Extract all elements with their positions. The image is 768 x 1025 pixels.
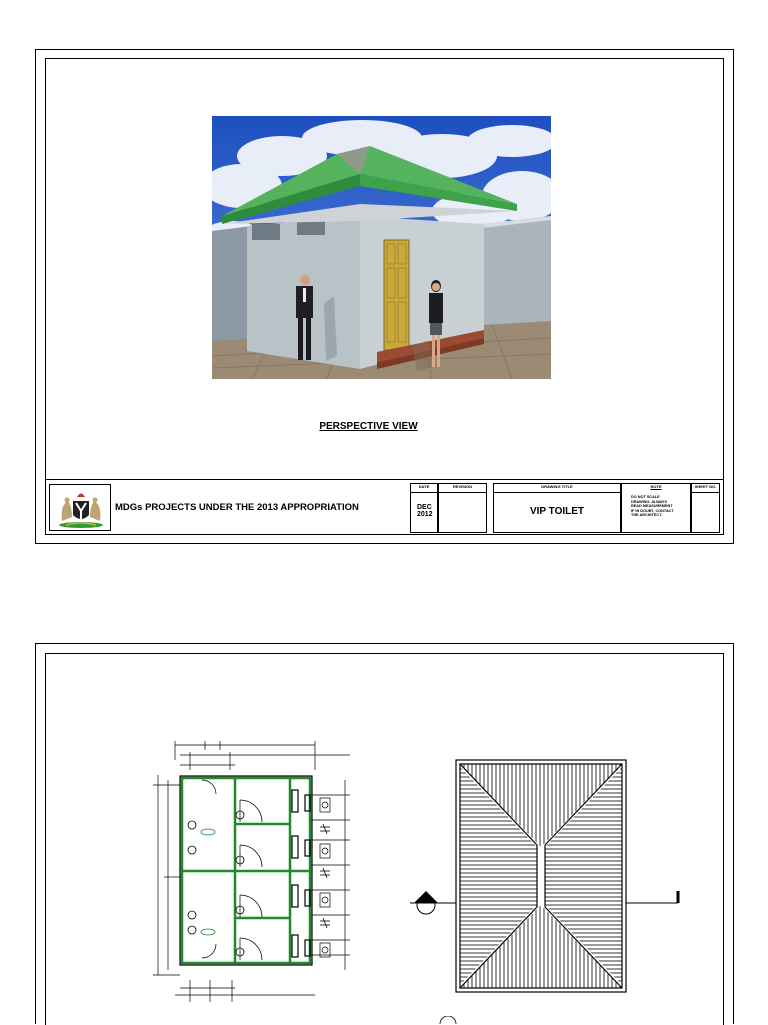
coat-of-arms-cell: [49, 484, 111, 531]
perspective-rendering: [212, 116, 551, 379]
date-value-line2: 2012: [417, 511, 433, 518]
date-cell: [410, 483, 438, 533]
drawing-title-cell: [493, 483, 621, 533]
note-line: DO NOT SCALE: [631, 495, 660, 499]
perspective-view-caption: PERSPECTIVE VIEW: [319, 421, 418, 432]
note-line: DRAWING. ALWAYS: [631, 499, 668, 504]
note-line: READ MEASUREMENT: [631, 504, 673, 509]
note-header: NOTE: [650, 484, 662, 489]
note-line: IF IN DOUBT, CONTACT: [631, 508, 674, 513]
drawing-title: VIP TOILET: [529, 506, 585, 517]
coat-of-arms-icon: [52, 487, 110, 529]
sheet-no-header: SHEET NO.: [692, 484, 719, 493]
roof-plan-drawing: [410, 755, 685, 1000]
drawing-title-header: DRAWING TITLE: [494, 484, 620, 493]
note-cell: [621, 483, 691, 533]
date-header: DATE: [411, 484, 437, 493]
north-point-symbol: [438, 1016, 458, 1024]
revision-cell: [438, 483, 487, 533]
revision-header: REVISION: [439, 484, 486, 493]
title-block: [45, 479, 724, 535]
drawing-sheet-1: [35, 49, 734, 544]
sheet-no-cell: [691, 483, 720, 533]
floor-plan-drawing: [150, 740, 360, 1010]
project-title: MDGs PROJECTS UNDER THE 2013 APPROPRIATION: [115, 502, 359, 513]
date-value-line1: DEC: [417, 504, 432, 511]
note-line: THE ARCHITECT.: [631, 513, 663, 518]
